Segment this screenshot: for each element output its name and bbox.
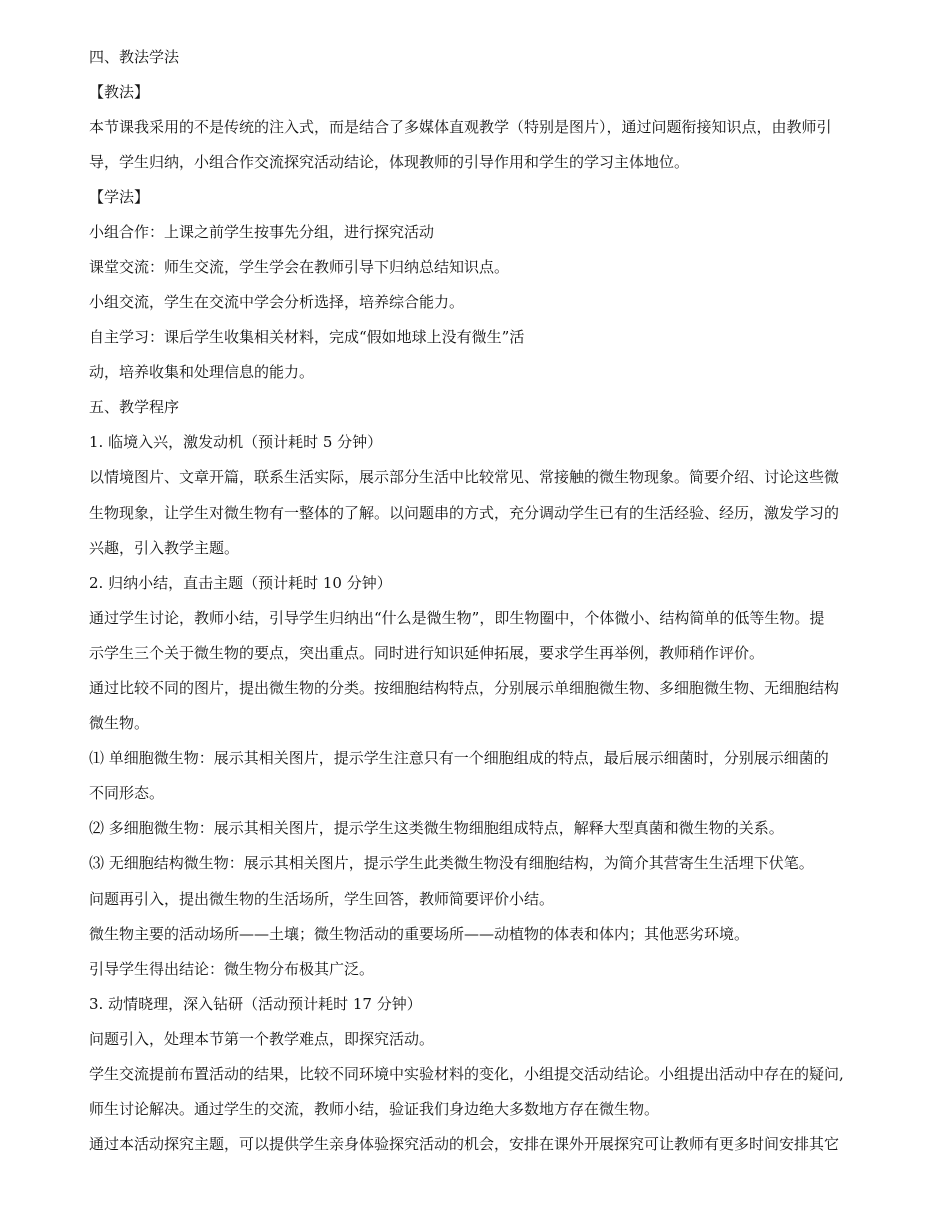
paragraph-line: 微生物。 [89,714,150,732]
paragraph-line: 通过本活动探究主题，可以提供学生亲身体验探究活动的机会，安排在课外开展探究可让教师有更多时间安排其它 [89,1135,840,1153]
paragraph-line: 以情境图片、文章开篇，联系生活实际，展示部分生活中比较常见、常接触的微生物现象。简要介绍、讨论这些微 [89,468,840,486]
paragraph-line: 课堂交流：师生交流，学生学会在教师引导下归纳总结知识点。 [89,258,510,276]
paragraph-line: 学生交流提前布置活动的结果，比较不同环境中实验材料的变化，小组提交活动结论。小组提出活动中存在的疑问, [89,1065,844,1083]
list-item-multicellular: ⑵ 多细胞微生物：展示其相关图片，提示学生这类微生物细胞组成特点，解释大型真菌和微生物的关系。 [89,819,784,837]
paragraph-line: 师生讨论解决。通过学生的交流，教师小结，验证我们身边绝大多数地方存在微生物。 [89,1100,660,1118]
step-heading-1: 1. 临境入兴，激发动机（预计耗时 5 分钟） [89,433,383,451]
paragraph-line: 生物现象，让学生对微生物有一整体的了解。以问题串的方式，充分调动学生已有的生活经验、经历，激发学习的 [89,504,840,522]
list-item-unicellular: ⑴ 单细胞微生物：展示其相关图片，提示学生注意只有一个细胞组成的特点，最后展示细菌时，分别展示细菌的 [89,749,829,767]
section-heading-methods: 四、教法学法 [89,48,180,66]
paragraph-line: 不同形态。 [89,784,165,802]
paragraph-line: 兴趣，引入教学主题。 [89,539,240,557]
paragraph-line: 微生物主要的活动场所——土壤；微生物活动的重要场所——动植物的体表和体内；其他恶劣环境。 [89,925,750,943]
paragraph-line: 动，培养收集和处理信息的能力。 [89,363,315,381]
paragraph-line: 示学生三个关于微生物的要点，突出重点。同时进行知识延伸拓展，要求学生再举例，教师稍作评价。 [89,644,765,662]
section-heading-procedure: 五、教学程序 [89,398,180,416]
paragraph-line: 引导学生得出结论：微生物分布极其广泛。 [89,960,375,978]
paragraph-line: 通过比较不同的图片，提出微生物的分类。按细胞结构特点，分别展示单细胞微生物、多细胞微生物、无细胞结构 [89,679,840,697]
step-heading-2: 2. 归纳小结，直击主题（预计耗时 10 分钟） [89,574,392,592]
paragraph-line: 导，学生归纳，小组合作交流探究活动结论，体现教师的引导作用和学生的学习主体地位。 [89,153,690,171]
paragraph-line: 本节课我采用的不是传统的注入式，而是结合了多媒体直观教学（特别是图片），通过问题衔接知识点，由教师引 [89,118,832,136]
paragraph-line: 通过学生讨论，教师小结，引导学生归纳出“什么是微生物”，即生物圈中，个体微小、结构简单的低等生物。提 [89,609,825,627]
subheading-teaching-method: 【教法】 [89,83,150,101]
subheading-learning-method: 【学法】 [89,188,150,206]
paragraph-line: 问题再引入，提出微生物的生活场所，学生回答，教师简要评价小结。 [89,890,555,908]
paragraph-line: 自主学习：课后学生收集相关材料，完成“假如地球上没有微生”活 [89,328,525,346]
list-item-acellular: ⑶ 无细胞结构微生物：展示其相关图片，提示学生此类微生物没有细胞结构，为简介其营寄生生活埋下伏笔。 [89,854,814,872]
paragraph-line: 小组合作：上课之前学生按事先分组，进行探究活动 [89,223,435,241]
paragraph-line: 小组交流，学生在交流中学会分析选择，培养综合能力。 [89,293,465,311]
paragraph-line: 问题引入，处理本节第一个教学难点，即探究活动。 [89,1030,435,1048]
step-heading-3: 3. 动情晓理，深入钻研（活动预计耗时 17 分钟） [89,995,422,1013]
